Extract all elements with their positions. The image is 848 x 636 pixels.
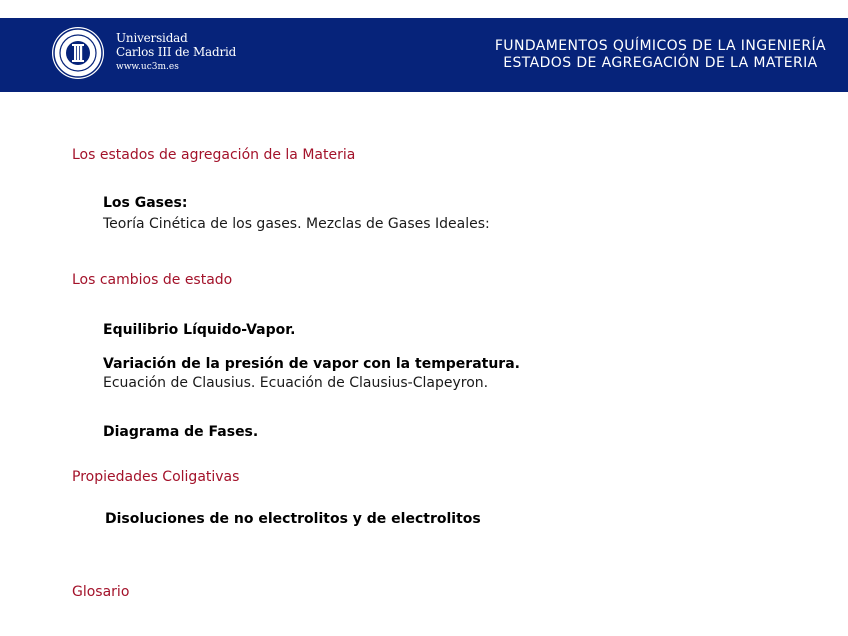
section-heading-glosario[interactable]: Glosario (72, 584, 130, 600)
topic-disoluciones[interactable]: Disoluciones de no electrolitos y de electrolitos (105, 511, 481, 527)
topic-equilibrio[interactable]: Equilibrio Líquido-Vapor. (103, 322, 296, 338)
section-heading-cambios[interactable]: Los cambios de estado (72, 272, 233, 288)
university-name[interactable] (116, 31, 236, 74)
top-margin (0, 0, 848, 18)
university-name-line2: Carlos III de Madrid (116, 45, 237, 59)
topic-gases[interactable]: Los Gases: (103, 195, 188, 211)
course-title (495, 38, 826, 72)
university-name-line1: Universidad (116, 31, 188, 45)
topic-presion-vapor[interactable]: Variación de la presión de vapor con la temperatura. (103, 356, 520, 372)
university-url: www.uc3m.es (116, 62, 179, 72)
section-heading-coligativas[interactable]: Propiedades Coligativas (72, 469, 240, 485)
course-title-line2: ESTADOS DE AGREGACIÓN DE LA MATERIA (503, 55, 818, 71)
section-heading-estados[interactable]: Los estados de agregación de la Materia (72, 147, 356, 163)
topic-diagrama-fases[interactable]: Diagrama de Fases. (103, 424, 259, 440)
course-title-line1: FUNDAMENTOS QUÍMICOS DE LA INGENIERÍA (494, 38, 826, 54)
topic-presion-vapor-detail: Ecuación de Clausius. Ecuación de Clausius-Clapeyron. (103, 375, 489, 391)
topic-gases-detail: Teoría Cinética de los gases. Mezclas de Gases Ideales: (103, 216, 490, 232)
university-seal-icon[interactable] (52, 27, 104, 79)
page-header (0, 18, 848, 92)
